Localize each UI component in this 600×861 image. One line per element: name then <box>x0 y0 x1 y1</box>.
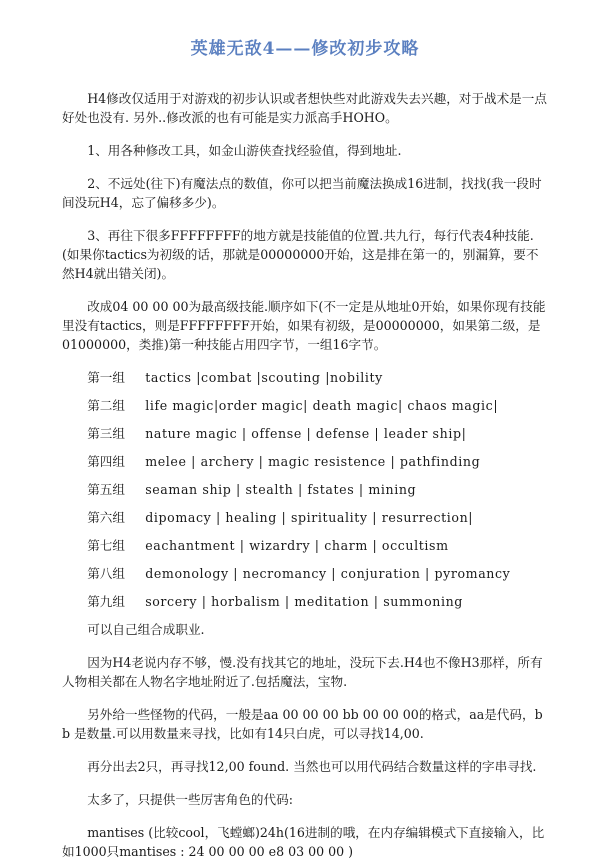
paragraph-too-many: 太多了，只提供一些厉害角色的代码: <box>87 792 293 807</box>
skill-group-list: eachantment | wizardry | charm | occultism <box>145 538 449 553</box>
skill-group-label: 第一组 <box>87 370 125 385</box>
skill-group-row <box>87 424 548 443</box>
skill-group-list: sorcery | horbalism | meditation | summoning <box>145 594 463 609</box>
page-title: 英雄无敌4——修改初步攻略 <box>190 39 420 59</box>
skill-group-row <box>87 592 548 611</box>
skill-group-label: 第八组 <box>87 566 125 581</box>
skill-group-row <box>87 564 548 583</box>
skill-group-list: seaman ship | stealth | fstates | mining <box>145 482 417 497</box>
paragraph-step-3: 3、再往下很多FFFFFFFF的地方就是技能值的位置.共九行，每行代表4种技能.(如果你tactics为初级的话，那就是00000000开始，这是排在第一的，别漏算，要不然H4就出错关闭)。 <box>62 228 539 281</box>
skill-group-row <box>87 396 548 415</box>
paragraph-step-2: 2、不远处(往下)有魔法点的数值，你可以把当前魔法换成16进制，找找(我一段时间没玩H4，忘了偏移多少)。 <box>62 176 542 210</box>
skill-group-label: 第三组 <box>87 426 125 441</box>
skill-group-label: 第六组 <box>87 510 125 525</box>
paragraph-intro: H4修改仅适用于对游戏的初步认识或者想快些对此游戏失去兴趣，对于战术是一点好处也没有. 另外..修改派的也有可能是实力派高手HOHO。 <box>62 91 547 125</box>
paragraph-memory-note: 因为H4老说内存不够，慢.没有找其它的地址，没玩下去.H4也不像H3那样，所有人物相关都在人物名字地址附近了.包括魔法，宝物. <box>62 655 543 689</box>
paragraph-search-again: 再分出去2只，再寻找12,00 found. 当然也可以用代码结合数量这样的字串寻找. <box>87 759 537 774</box>
skill-group-label: 第七组 <box>87 538 125 553</box>
skill-group-label: 第二组 <box>87 398 125 413</box>
skill-group-list: life magic|order magic| death magic| chaos magic| <box>145 398 499 413</box>
skill-group-row <box>87 480 548 499</box>
skill-group-list: dipomacy | healing | spirituality | resurrection| <box>145 510 474 525</box>
skill-group-label: 第九组 <box>87 594 125 609</box>
skill-group-row <box>87 452 548 471</box>
paragraph-skill-order: 改成04 00 00 00为最高级技能.顺序如下(不一定是从地址0开始，如果你现有技能里没有tactics，则是FFFFFFFF开始，如果有初级，是00000000，如果第二级，是01000000，类推)第一种技能占用四字节，一组16字节。 <box>62 299 546 352</box>
paragraph-monster-codes: 另外给一些怪物的代码，一般是aa 00 00 00 bb 00 00 00的格式，aa是代码，bb 是数量.可以用数量来寻找，比如有14只白虎，可以寻找14,00. <box>62 707 543 741</box>
skill-group-row <box>87 536 548 555</box>
skill-group-list: tactics |combat |scouting |nobility <box>145 370 383 385</box>
skill-group-list: demonology | necromancy | conjuration | pyromancy <box>145 566 511 581</box>
skill-group-row <box>87 508 548 527</box>
skill-group-list: nature magic | offense | defense | leader ship| <box>145 426 467 441</box>
skill-group-row <box>87 368 548 387</box>
skill-group-label: 第五组 <box>87 482 125 497</box>
paragraph-step-1: 1、用各种修改工具，如金山游侠查找经验值，得到地址. <box>87 143 402 158</box>
skill-group-list: melee | archery | magic resistence | pathfinding <box>145 454 481 469</box>
paragraph-mantises: mantises (比较cool，飞螳螂)24h(16进制的哦，在内存编辑模式下直接输入，比如1000只mantises : 24 00 00 00 e8 03 00 00 ) <box>62 825 545 859</box>
paragraph-combine: 可以自己组合成职业. <box>87 622 205 637</box>
skill-group-label: 第四组 <box>87 454 125 469</box>
